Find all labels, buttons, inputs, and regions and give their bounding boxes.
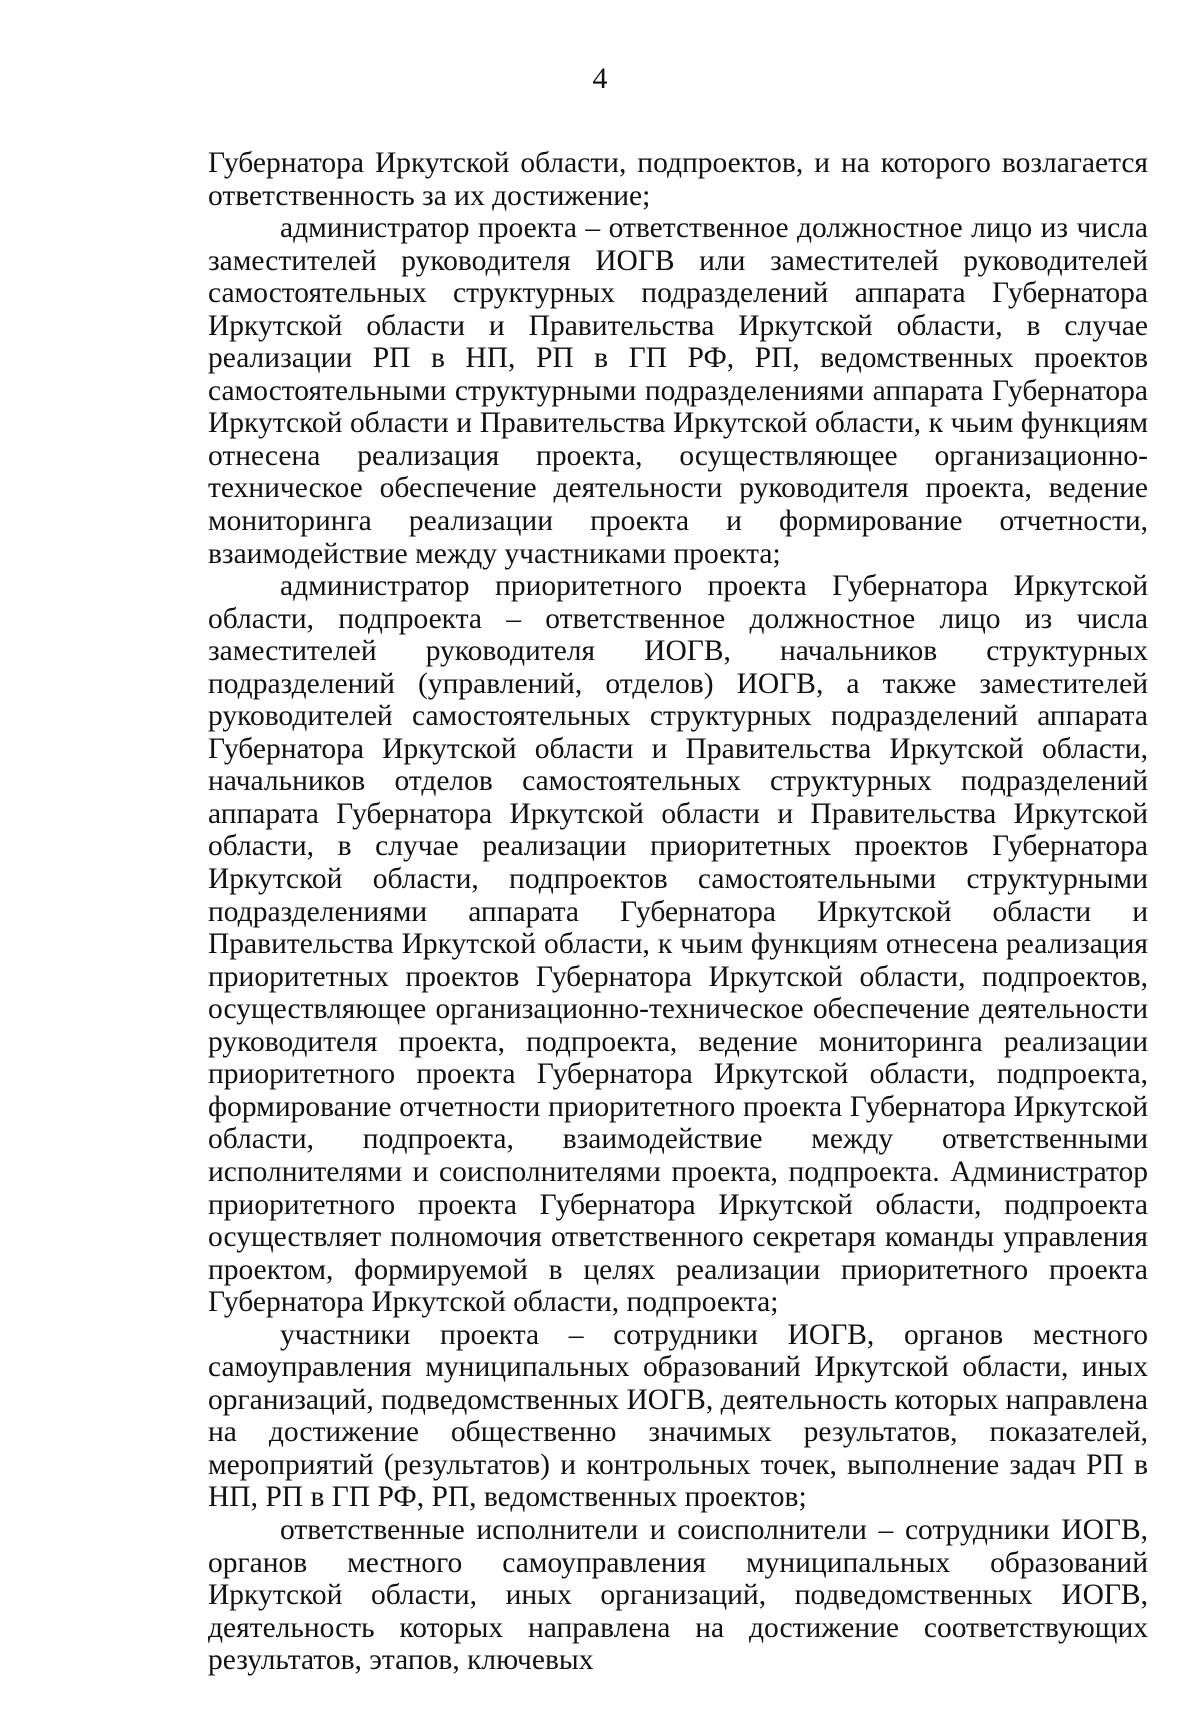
document-body <box>208 147 1148 1677</box>
paragraph-responsible-executors: ответственные исполнители и соисполнители – сотрудники ИОГВ, органов местного самоуправления муниципальных образований Иркутской области, иных организаций, подведомственных ИОГВ, деятельность которых направлена на достижение соответствующих результатов, этапов, ключевых <box>208 1513 1148 1677</box>
paragraph-project-participants: участники проекта – сотрудники ИОГВ, органов местного самоуправления муниципальных образований Иркутской области, иных организаций, подведомственных ИОГВ, деятельность которых направлена на достижение общественно значимых результатов, показателей, мероприятий (результатов) и контрольных точек, выполнение задач РП в НП, РП в ГП РФ, РП, ведомственных проектов; <box>208 1318 1149 1514</box>
paragraph-project-administrator: администратор проекта – ответственное должностное лицо из числа заместителей руководителя ИОГВ или заместителей руководителей самостоятельных структурных подразделений аппарата Губернатора Иркутской области и Правительства Иркутской области, в случае реализации РП в НП, РП в ГП РФ, РП, ведомственных проектов самостоятельными структурными подразделениями аппарата Губернатора Иркутской области и Правительства Иркутской области, к чьим функциям отнесена реализация проекта, осуществляющее организационно-техническое обеспечение деятельности руководителя проекта, ведение мониторинга реализации проекта и формирование отчетности, взаимодействие между участниками проекта; <box>208 212 1148 570</box>
paragraph-continuation: Губернатора Иркутской области, подпроектов, и на которого возлагается ответственность за их достижение; <box>208 147 1148 212</box>
page-number: 4 <box>592 62 608 95</box>
paragraph-priority-project-administrator: администратор приоритетного проекта Губернатора Иркутской области, подпроекта – ответственное должностное лицо из числа заместителей руководителя ИОГВ, начальников структурных подразделений (управлений, отделов) ИОГВ, а также заместителей руководителей самостоятельных структурных подразделений аппарата Губернатора Иркутской области и Правительства Иркутской области, начальников отделов самостоятельных структурных подразделений аппарата Губернатора Иркутской области и Правительства Иркутской области, в случае реализации приоритетных проектов Губернатора Иркутской области, подпроектов самостоятельными структурными подразделениями аппарата Губернатора Иркутской области и Правительства Иркутской области, к чьим функциям отнесена реализация приоритетных проектов Губернатора Иркутской области, подпроектов, осуществляющее организационно-техническое обеспечение деятельности руководителя проекта, подпроекта, ведение мониторинга реализации приоритетного проекта Губернатора Иркутской области, подпроекта, формирование отчетности приоритетного проекта Губернатора Иркутской области, подпроекта, взаимодействие между ответственными исполнителями и соисполнителями проекта, подпроекта. Администратор приоритетного проекта Губернатора Иркутской области, подпроекта осуществляет полномочия ответственного секретаря команды управления проектом, формируемой в целях реализации приоритетного проекта Губернатора Иркутской области, подпроекта; <box>208 570 1148 1319</box>
